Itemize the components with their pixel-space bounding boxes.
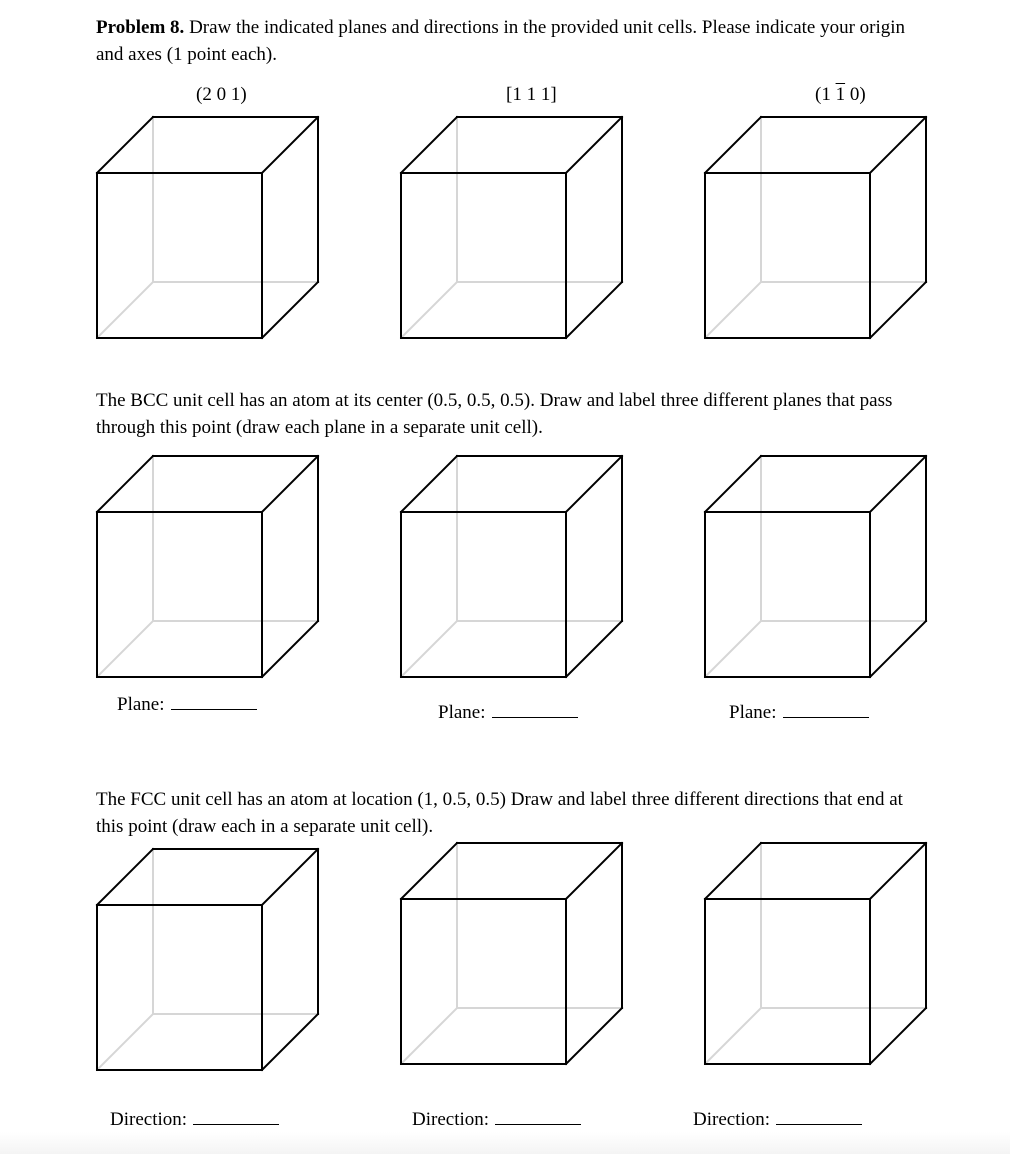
plane-label-2: Plane: xyxy=(438,702,486,723)
unit-cell-row2-3[interactable] xyxy=(704,455,934,685)
problem-intro: Draw the indicated planes and directions in the provided unit cells. Please indicate your origin and axes (1 point each). xyxy=(96,17,906,65)
depth-edge-top-right xyxy=(262,117,318,173)
direction-answer-2 xyxy=(412,1108,581,1131)
cube-wireframe xyxy=(704,842,929,1067)
depth-edge-top-left xyxy=(97,456,153,512)
row1-label-3-bar-digit: 1 xyxy=(835,84,846,105)
row1-label-3 xyxy=(815,84,866,106)
cube-wireframe xyxy=(96,455,321,680)
direction-answer-3 xyxy=(693,1108,862,1131)
depth-edge-bottom-right xyxy=(262,1014,318,1070)
direction-blank-1[interactable] xyxy=(193,1108,279,1125)
hidden-edge-depth-bottom-left xyxy=(705,282,761,338)
direction-blank-3[interactable] xyxy=(776,1108,862,1125)
depth-edge-bottom-right xyxy=(870,1008,926,1064)
depth-edge-top-left xyxy=(705,456,761,512)
direction-label-3: Direction: xyxy=(693,1109,771,1130)
plane-answer-1 xyxy=(117,693,257,716)
depth-edge-top-right xyxy=(870,843,926,899)
bcc-statement: The BCC unit cell has an atom at its center (0.5, 0.5, 0.5). Draw and label three different planes that pass through this point (draw each plane in a separate unit cell). xyxy=(96,390,893,438)
depth-edge-bottom-right xyxy=(262,621,318,677)
direction-label-2: Direction: xyxy=(412,1109,490,1130)
unit-cell-row1-2[interactable] xyxy=(400,116,630,346)
hidden-edge-depth-bottom-left xyxy=(97,282,153,338)
depth-edge-top-right xyxy=(566,843,622,899)
cube-wireframe xyxy=(704,455,929,680)
unit-cell-row1-1[interactable] xyxy=(96,116,326,346)
row1-label-3-open: (1 xyxy=(815,84,836,105)
plane-answer-3 xyxy=(729,701,869,724)
hidden-edge-depth-bottom-left xyxy=(401,621,457,677)
unit-cell-row3-1[interactable] xyxy=(96,848,326,1078)
depth-edge-top-right xyxy=(870,117,926,173)
depth-edge-bottom-right xyxy=(566,621,622,677)
hidden-edge-depth-bottom-left xyxy=(401,282,457,338)
depth-edge-top-left xyxy=(401,456,457,512)
depth-edge-top-left xyxy=(97,849,153,905)
plane-blank-3[interactable] xyxy=(783,701,869,718)
unit-cell-row3-3[interactable] xyxy=(704,842,934,1072)
depth-edge-bottom-right xyxy=(870,621,926,677)
hidden-edge-depth-bottom-left xyxy=(97,621,153,677)
cube-wireframe xyxy=(96,116,321,341)
depth-edge-bottom-right xyxy=(870,282,926,338)
cube-wireframe xyxy=(400,842,625,1067)
page-bottom-shade xyxy=(0,1132,1010,1154)
cube-wireframe xyxy=(400,455,625,680)
depth-edge-top-left xyxy=(401,117,457,173)
unit-cell-row1-3[interactable] xyxy=(704,116,934,346)
depth-edge-bottom-right xyxy=(262,282,318,338)
depth-edge-top-right xyxy=(870,456,926,512)
hidden-edge-depth-bottom-left xyxy=(97,1014,153,1070)
plane-answer-2 xyxy=(438,701,578,724)
plane-label-3: Plane: xyxy=(729,702,777,723)
unit-cell-row2-1[interactable] xyxy=(96,455,326,685)
cube-wireframe xyxy=(704,116,929,341)
hidden-edge-depth-bottom-left xyxy=(705,621,761,677)
hidden-edge-depth-bottom-left xyxy=(401,1008,457,1064)
depth-edge-top-right xyxy=(566,456,622,512)
fcc-statement: The FCC unit cell has an atom at location (1, 0.5, 0.5) Draw and label three different directions that end at this point (draw each in a separate unit cell). xyxy=(96,789,903,837)
depth-edge-top-right xyxy=(262,456,318,512)
plane-blank-2[interactable] xyxy=(492,701,578,718)
depth-edge-top-left xyxy=(97,117,153,173)
depth-edge-top-left xyxy=(401,843,457,899)
problem-title: Problem 8. xyxy=(96,17,185,38)
direction-blank-2[interactable] xyxy=(495,1108,581,1125)
cube-wireframe xyxy=(400,116,625,341)
direction-answer-1 xyxy=(110,1108,279,1131)
plane-label-1: Plane: xyxy=(117,694,165,715)
unit-cell-row2-2[interactable] xyxy=(400,455,630,685)
depth-edge-bottom-right xyxy=(566,282,622,338)
row1-label-3-close: 0) xyxy=(845,84,866,105)
unit-cell-row3-2[interactable] xyxy=(400,842,630,1072)
row1-label-2: [1 1 1] xyxy=(506,84,557,105)
depth-edge-top-right xyxy=(566,117,622,173)
direction-label-1: Direction: xyxy=(110,1109,188,1130)
depth-edge-top-left xyxy=(705,843,761,899)
plane-blank-1[interactable] xyxy=(171,693,257,710)
depth-edge-bottom-right xyxy=(566,1008,622,1064)
hidden-edge-depth-bottom-left xyxy=(705,1008,761,1064)
depth-edge-top-left xyxy=(705,117,761,173)
row1-label-1: (2 0 1) xyxy=(196,84,247,105)
problem-statement xyxy=(96,14,926,68)
depth-edge-top-right xyxy=(262,849,318,905)
cube-wireframe xyxy=(96,848,321,1073)
